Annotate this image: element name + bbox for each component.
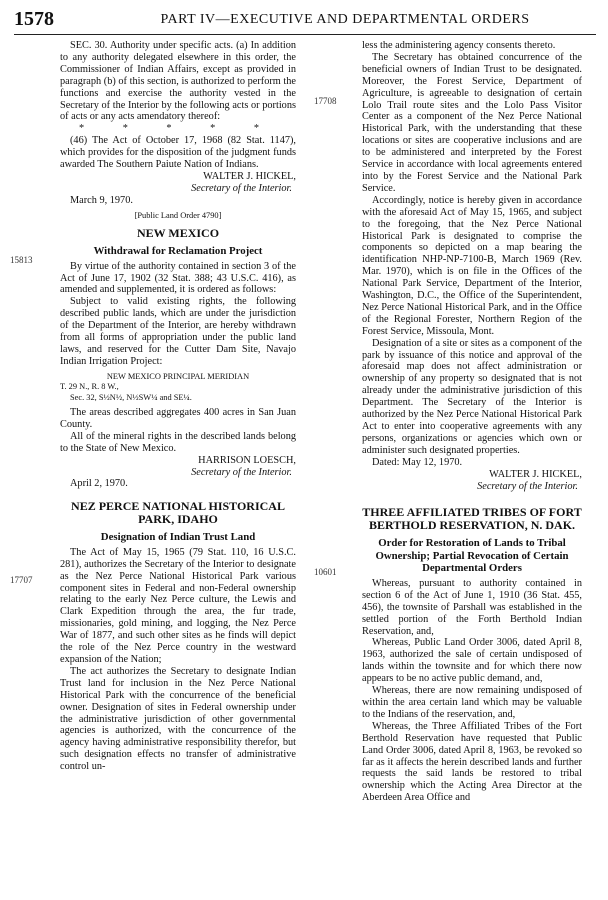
ellipsis-stars: * * * * * [78, 123, 278, 135]
item-46-paragraph: (46) The Act of October 17, 1968 (82 Stat. 1147), which provides for the disposition of the judgment funds awarded The Southern Paiute Nation of Indians. [60, 135, 296, 171]
section-heading: NEZ PERCE NATIONAL HISTORICAL PARK, IDAHO [71, 499, 285, 527]
whereas-paragraph: Whereas, pursuant to authority contained in section 6 of the Act of June 1, 1910 (36 Stat. 455, 456), the townsite of Parshall was established in the settled portion of the Forth Berthold Indian Reservation, and, [362, 577, 582, 637]
right-column [362, 40, 582, 804]
signature-title: Secretary of the Interior. [191, 466, 292, 478]
signature-title: Secretary of the Interior. [477, 480, 578, 492]
continued-paragraph: less the administering agency consents thereto. [362, 40, 556, 51]
whereas-paragraph: Whereas, the Three Affiliated Tribes of the Fort Berthold Reservation have requested that Public Land Order 3006, dated April 8, 1963, be revoked so far as it affects the herein described lands and further requests the said lands be restored to tribal ownership which the Acting Area Director at the Aberdeen Area Office and [362, 720, 582, 804]
section-subheading: Designation of Indian Trust Land [100, 531, 256, 544]
body-paragraph: Accordingly, notice is hereby given in accordance with the aforesaid Act of May 15, 1965, and subject to the foregoing, that the Nez Perce National Historical Park is designated to comprise the components so depicted on a map bearing the identification NHP-NP-7100-B, March 1969 (Rev. Mar. 1970), which is on file in the Offices of the National Park Service, Department of the Interior, Washington, D.C., the Office of the Superintendent, Nez Perce National Historical Park, and in the Office of the Regional Forester, Northern Region of the Forest Service, Missoula, Mont. [362, 194, 582, 337]
side-reference: 17707 [10, 575, 33, 585]
body-paragraph: By virtue of the authority contained in section 3 of the Act of June 17, 1902 (32 Stat. 388; 43 U.S.C. 416), as amended and supplemented, it is ordered as follows: [60, 260, 296, 296]
signature-name: WALTER J. HICKEL, [489, 468, 582, 480]
section-subheading: Withdrawal for Reclamation Project [93, 245, 263, 258]
body-paragraph: All of the mineral rights in the described lands belong to the State of New Mexico. [60, 430, 296, 454]
running-title: PART IV—EXECUTIVE AND DEPARTMENTAL ORDERS [160, 12, 530, 27]
body-paragraph: Designation of a site or sites as a component of the park by issuance of this notice and approval of the aforesaid map does not affect administration or ownership of any property so designated that is not already under the administrative jurisdiction of this Department. The Secretary of the Interior is authorized by the Nez Perce National Historical Park Act to enter into cooperative agreements with any persons, organizations or agencies which own or administer such designated properties. [362, 337, 582, 456]
signature-name: HARRISON LOESCH, [198, 454, 296, 466]
left-column [60, 40, 296, 773]
meridian-label: NEW MEXICO PRINCIPAL MERIDIAN [106, 371, 250, 381]
public-land-order-reference: [Public Land Order 4790] [134, 210, 222, 220]
signature-date: March 9, 1970. [70, 194, 133, 206]
body-paragraph: The areas described aggregates 400 acres in San Juan County. [60, 406, 296, 430]
side-reference: 15813 [10, 255, 33, 265]
page-number: 1578 [14, 8, 54, 30]
header-rule [14, 34, 596, 35]
body-paragraph: The act authorizes the Secretary to designate Indian Trust land for inclusion in the Nez Perce National Historical Park with the concurrence of the beneficial owner. Designation of sites in Federal ownership under the administrative jurisdiction of other governmental agencies is authorized, with the concurrence of the agency having administrative responsibility therefor, but such designation effects no transfer of administrative control un- [60, 665, 296, 773]
section-heading: NEW MEXICO [136, 226, 220, 241]
section-30-paragraph: SEC. 30. Authority under specific acts. (a) In addition to any authority delegated elsewhere in this order, the Commissioner of Indian Affairs, except as provided in paragraph (b) of this section, is authorized to perform the functions and exercise the authority vested in the Secretary of the Interior by the following acts or portions of acts or any acts amendatory thereof: [60, 40, 296, 123]
running-header [14, 8, 596, 32]
section-subheading: Order for Restoration of Lands to Tribal Ownership; Partial Revocation of Certain Departmental Orders [375, 537, 569, 575]
signature-date: April 2, 1970. [70, 478, 128, 490]
township-line: T. 29 N., R. 8 W., [60, 382, 119, 392]
section-line: Sec. 32, S½N½, N½SW¼ and SE¼. [70, 392, 192, 402]
body-paragraph: The Secretary has obtained concurrence of the beneficial owners of Indian Trust to be designated. Moreover, the Forest Service, Department of Agriculture, is agreeable to designation of certain Lolo Trail route sites and the Lolo Pass Visitor Center as a component of the Nez Perce National Historical Park, with the understanding that these locations or sites are cooperative inclusions and are to be administered and interpreted by the Forest Service in accordance with local agreements entered into by the Forest Service and the National Park Service. [362, 51, 582, 194]
signature-title: Secretary of the Interior. [191, 182, 292, 194]
whereas-paragraph: Whereas, there are now remaining undisposed of within the area certain land which may be valuable to the Indians of the reservation, and, [362, 685, 582, 720]
side-reference: 17708 [314, 96, 337, 106]
side-reference: 10601 [314, 567, 337, 577]
dated-line: Dated: May 12, 1970. [372, 456, 463, 468]
body-paragraph: The Act of May 15, 1965 (79 Stat. 110, 16 U.S.C. 281), authorizes the Secretary of the Interior to designate as the Nez Perce National Historical Park various component sites in Federal and non-Federal ownership relating to the early Nez Perce culture, the Lewis and Clark Expedition through the area, the fur trade, missionaries, gold mining, and logging, the Nez Perce War of 1877, and such other sites as he finds will depict the role of the Nez Perce country in the westward expansion of the Nation; [60, 546, 296, 665]
body-paragraph: Subject to valid existing rights, the following described public lands, which are under the jurisdiction of the Department of the Interior, are hereby withdrawn from all forms of appropriation under the public land laws, and reserved for the Cutter Dam Site, Navajo Indian Irrigation Project: [60, 296, 296, 367]
section-heading: THREE AFFILIATED TRIBES OF FORT BERTHOLD RESERVATION, N. DAK. [362, 505, 582, 533]
whereas-paragraph: Whereas, Public Land Order 3006, dated April 8, 1963, authorized the sale of certain undisposed of lands within the townsite and for which there now appears to be no active public demand, and, [362, 637, 582, 685]
signature-name: WALTER J. HICKEL, [203, 170, 296, 182]
